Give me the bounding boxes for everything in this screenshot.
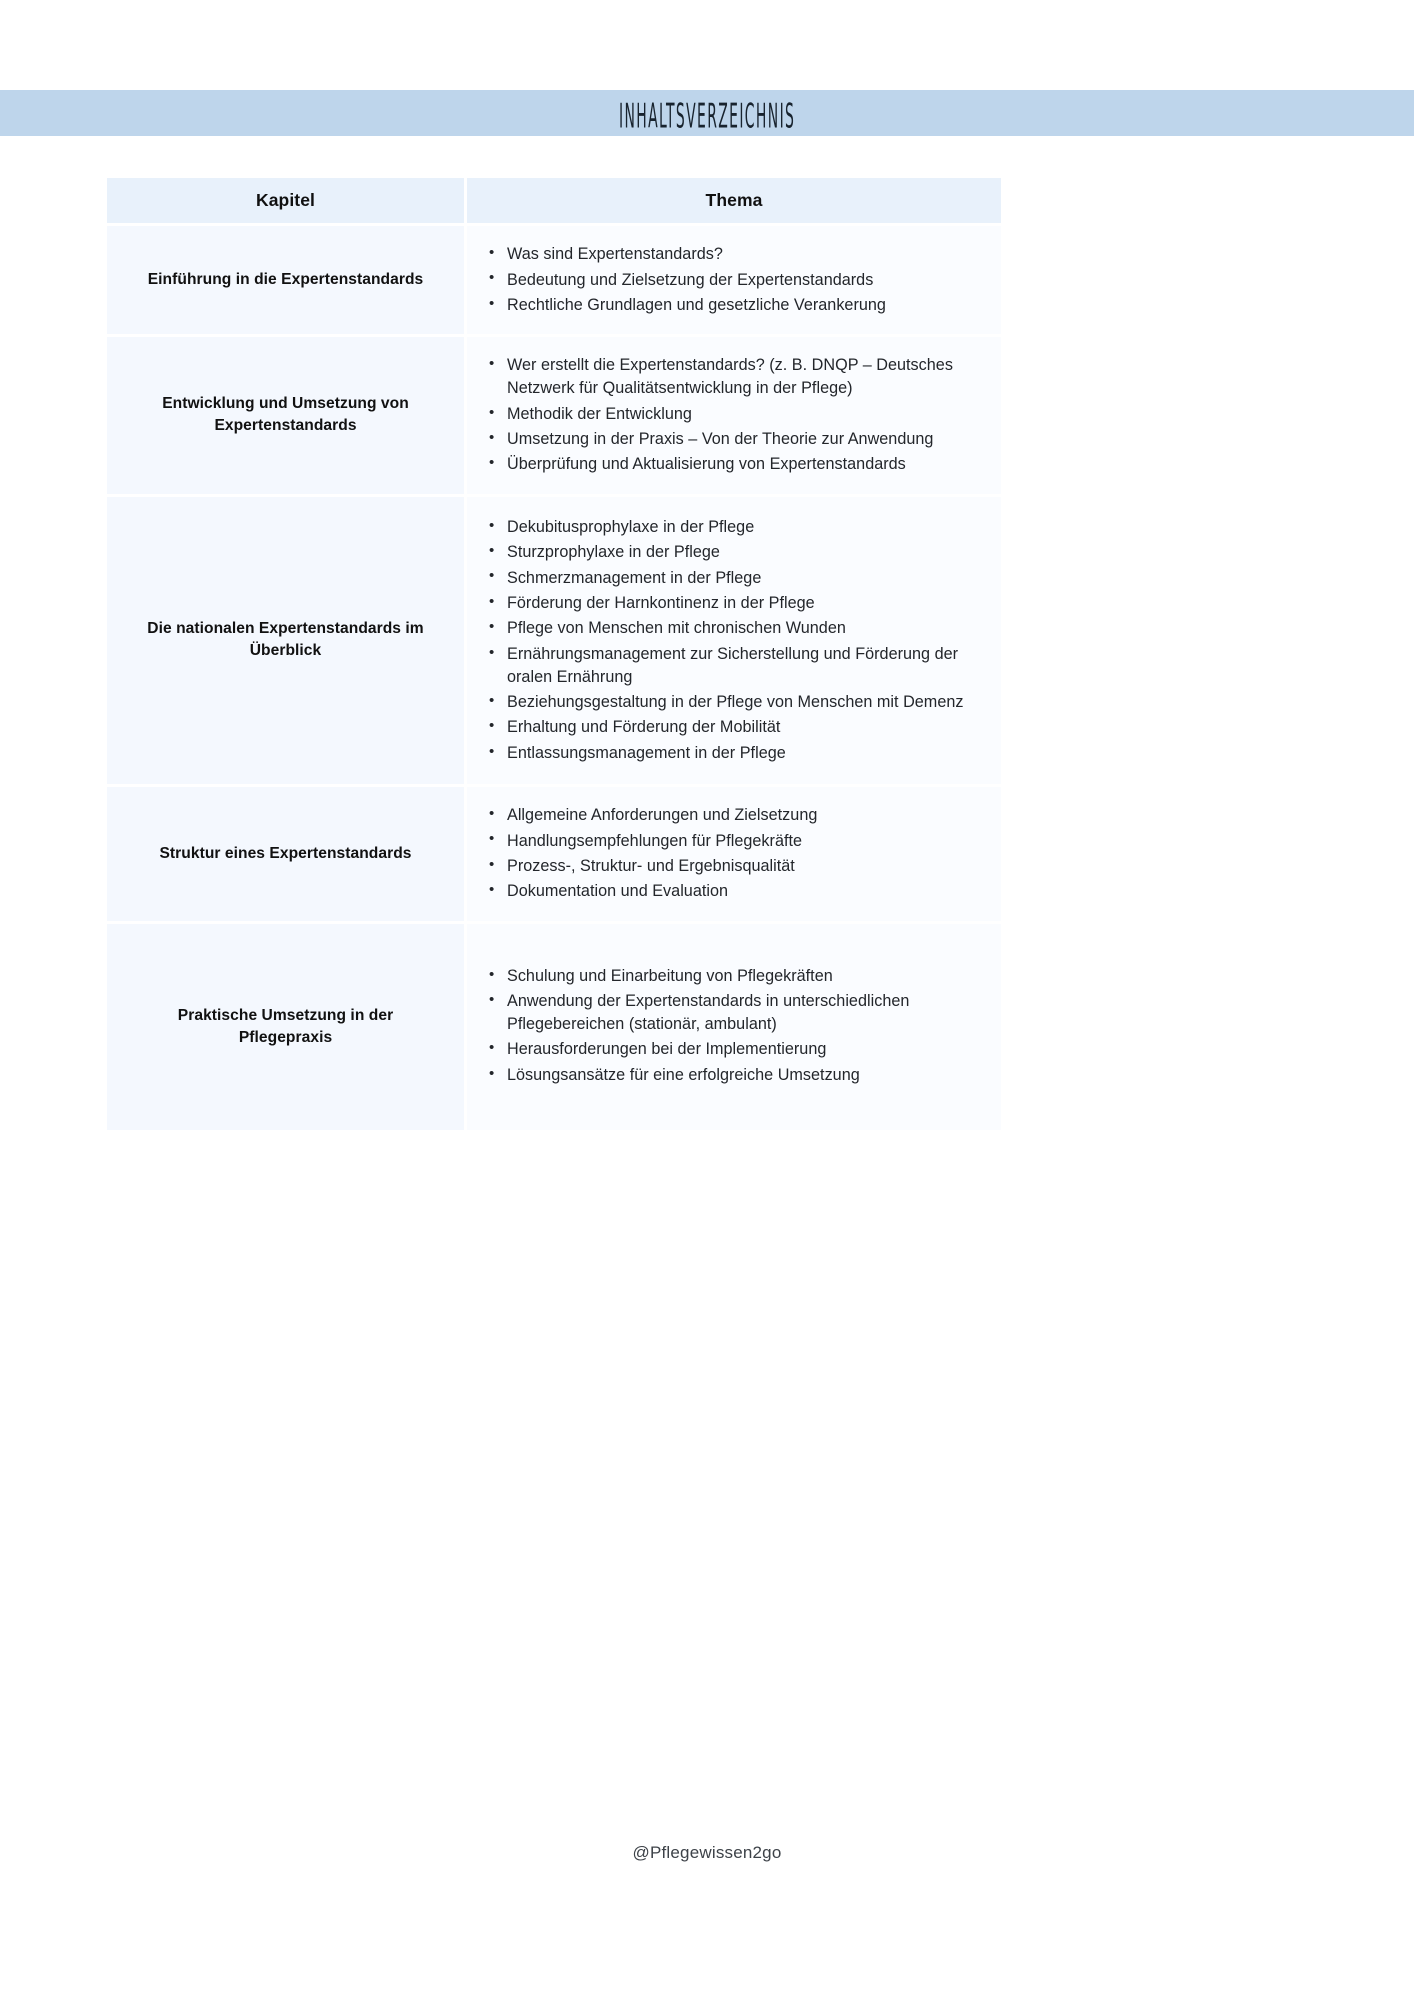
list-item: • Rechtliche Grundlagen und gesetzliche Verankerung bbox=[507, 293, 987, 318]
table-header-row bbox=[107, 178, 1001, 223]
list-item: • Anwendung der Expertenstandards in unterschiedlichen Pflegebereichen (stationär, ambulant) bbox=[507, 989, 987, 1037]
list-item: • Dokumentation und Evaluation bbox=[507, 879, 987, 904]
list-item: • Schulung und Einarbeitung von Pflegekräften bbox=[507, 964, 987, 989]
table-row bbox=[107, 787, 1001, 921]
table-header bbox=[107, 178, 1001, 223]
thema-cell bbox=[464, 787, 1001, 921]
table-row bbox=[107, 337, 1001, 494]
kapitel-cell: Die nationalen Expertenstandards im Überblick bbox=[107, 497, 464, 784]
kapitel-cell: Entwicklung und Umsetzung von Expertenstandards bbox=[107, 337, 464, 494]
thema-cell bbox=[464, 226, 1001, 334]
table-row bbox=[107, 924, 1001, 1131]
thema-cell bbox=[464, 497, 1001, 784]
kapitel-cell: Einführung in die Expertenstandards bbox=[107, 226, 464, 334]
list-item: • Sturzprophylaxe in der Pflege bbox=[507, 540, 987, 565]
table-row bbox=[107, 226, 1001, 334]
list-item: • Prozess-, Struktur- und Ergebnisqualität bbox=[507, 854, 987, 879]
thema-list bbox=[477, 242, 987, 318]
column-header-thema: Thema bbox=[464, 178, 1001, 223]
thema-list bbox=[477, 515, 987, 766]
list-item: • Was sind Expertenstandards? bbox=[507, 242, 987, 267]
footer-handle: @Pflegewissen2go bbox=[632, 1843, 782, 1862]
list-item: • Umsetzung in der Praxis – Von der Theorie zur Anwendung bbox=[507, 427, 987, 452]
list-item: • Bedeutung und Zielsetzung der Expertenstandards bbox=[507, 267, 987, 292]
column-header-kapitel: Kapitel bbox=[107, 178, 464, 223]
list-item: • Allgemeine Anforderungen und Zielsetzung bbox=[507, 803, 987, 828]
list-item: • Handlungsempfehlungen für Pflegekräfte bbox=[507, 828, 987, 853]
thema-cell bbox=[464, 337, 1001, 494]
table-body bbox=[107, 226, 1001, 1130]
list-item: • Überprüfung und Aktualisierung von Expertenstandards bbox=[507, 452, 987, 477]
list-item: • Schmerzmanagement in der Pflege bbox=[507, 565, 987, 590]
title-banner bbox=[0, 86, 1414, 140]
list-item: • Beziehungsgestaltung in der Pflege von Menschen mit Demenz bbox=[507, 690, 987, 715]
table-row bbox=[107, 497, 1001, 784]
kapitel-cell: Praktische Umsetzung in der Pflegepraxis bbox=[107, 924, 464, 1131]
list-item: • Herausforderungen bei der Implementierung bbox=[507, 1037, 987, 1062]
page-title: inhaltsverzeichnis bbox=[618, 86, 796, 140]
list-item: • Erhaltung und Förderung der Mobilität bbox=[507, 715, 987, 740]
thema-list bbox=[477, 964, 987, 1089]
list-item: • Wer erstellt die Expertenstandards? (z. B. DNQP – Deutsches Netzwerk für Qualitätsentwicklung in der Pflege) bbox=[507, 353, 987, 401]
list-item: • Lösungsansätze für eine erfolgreiche Umsetzung bbox=[507, 1063, 987, 1088]
list-item: • Entlassungsmanagement in der Pflege bbox=[507, 741, 987, 766]
list-item: • Förderung der Harnkontinenz in der Pflege bbox=[507, 591, 987, 616]
table-of-contents bbox=[107, 175, 1001, 1133]
list-item: • Ernährungsmanagement zur Sicherstellung und Förderung der oralen Ernährung bbox=[507, 642, 987, 690]
list-item: • Methodik der Entwicklung bbox=[507, 402, 987, 427]
list-item: • Pflege von Menschen mit chronischen Wunden bbox=[507, 616, 987, 641]
kapitel-cell: Struktur eines Expertenstandards bbox=[107, 787, 464, 921]
thema-list bbox=[477, 353, 987, 478]
thema-cell bbox=[464, 924, 1001, 1131]
list-item: • Dekubitusprophylaxe in der Pflege bbox=[507, 515, 987, 540]
thema-list bbox=[477, 803, 987, 905]
